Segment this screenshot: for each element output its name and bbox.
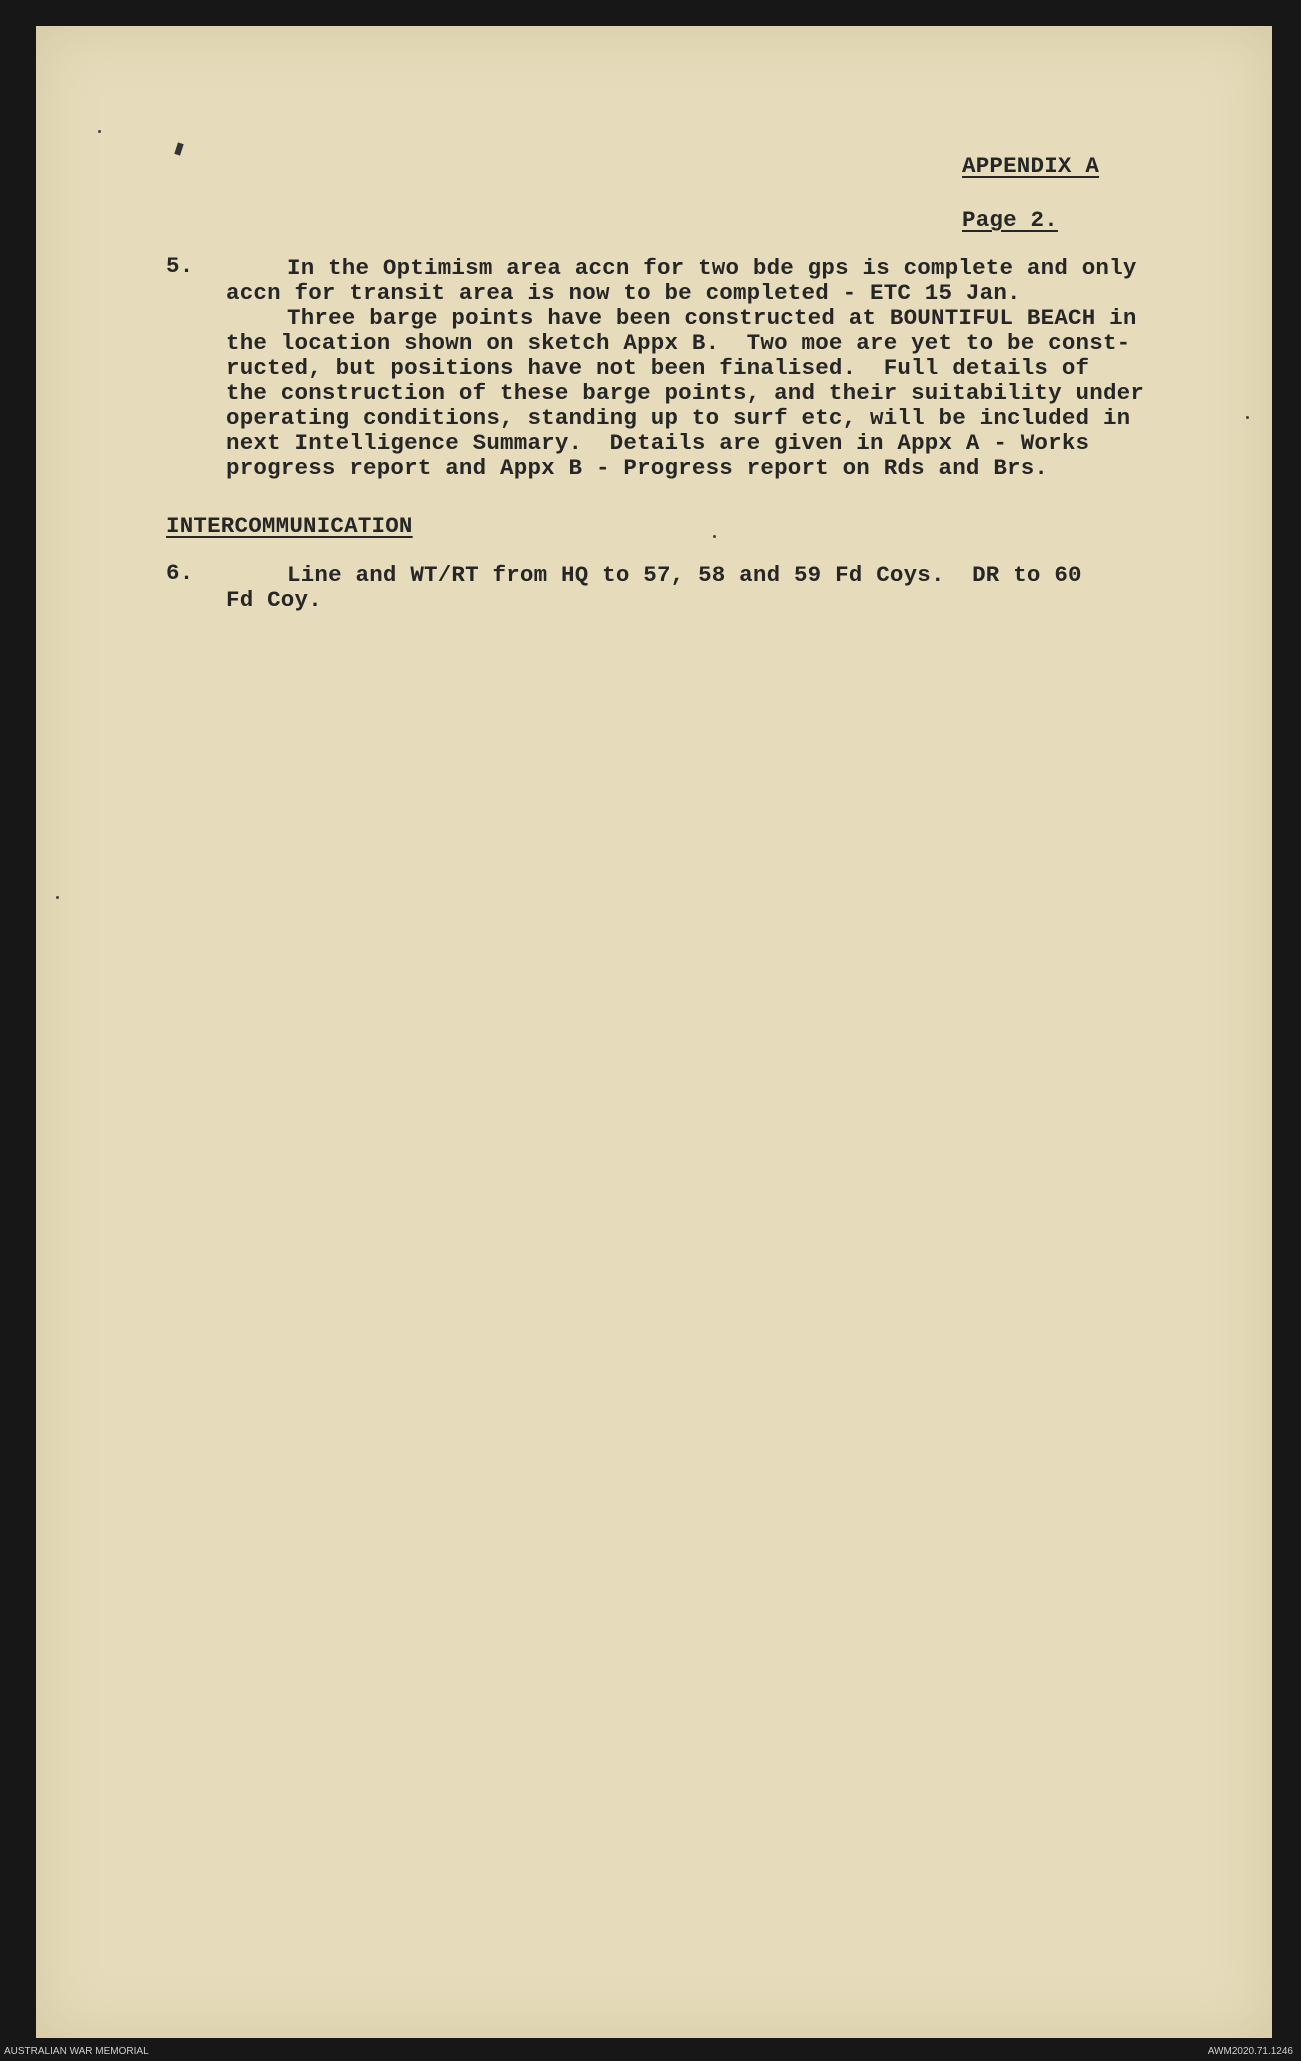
ink-dot bbox=[713, 535, 716, 538]
ink-dot bbox=[56, 896, 59, 899]
paragraph-line: ructed, but positions have not been finalised. Full details of bbox=[226, 355, 1090, 381]
paragraph-line: the location shown on sketch Appx B. Two moe are yet to be const- bbox=[226, 330, 1131, 356]
paragraph-line: operating conditions, standing up to surf etc, will be included in bbox=[226, 405, 1131, 431]
page-number: Page 2. bbox=[962, 207, 1058, 233]
paragraph-line: In the Optimism area accn for two bde gps is complete and only bbox=[287, 255, 1137, 281]
paragraph-line: accn for transit area is now to be completed - ETC 15 Jan. bbox=[226, 280, 1021, 306]
ink-mark bbox=[174, 142, 183, 155]
footer-right: AWM2020.71.1246 bbox=[1207, 2046, 1293, 2057]
paragraph-number: 5. bbox=[166, 253, 194, 279]
ink-dot bbox=[98, 130, 101, 133]
paragraph-line: progress report and Appx B - Progress report on Rds and Brs. bbox=[226, 455, 1049, 481]
ink-dot bbox=[1246, 416, 1249, 419]
document-page bbox=[36, 26, 1272, 2038]
paragraph-line: next Intelligence Summary. Details are given in Appx A - Works bbox=[226, 430, 1090, 456]
paragraph-line: Line and WT/RT from HQ to 57, 58 and 59 Fd Coys. DR to 60 bbox=[287, 562, 1082, 588]
paragraph-number: 6. bbox=[166, 560, 194, 586]
paragraph-line: Three barge points have been constructed at BOUNTIFUL BEACH in bbox=[287, 305, 1137, 331]
footer-left: AUSTRALIAN WAR MEMORIAL bbox=[4, 2046, 149, 2057]
section-heading: INTERCOMMUNICATION bbox=[166, 513, 413, 539]
paragraph-line: Fd Coy. bbox=[226, 587, 322, 613]
paragraph-line: the construction of these barge points, and their suitability under bbox=[226, 380, 1145, 406]
appendix-heading: APPENDIX A bbox=[962, 153, 1100, 179]
